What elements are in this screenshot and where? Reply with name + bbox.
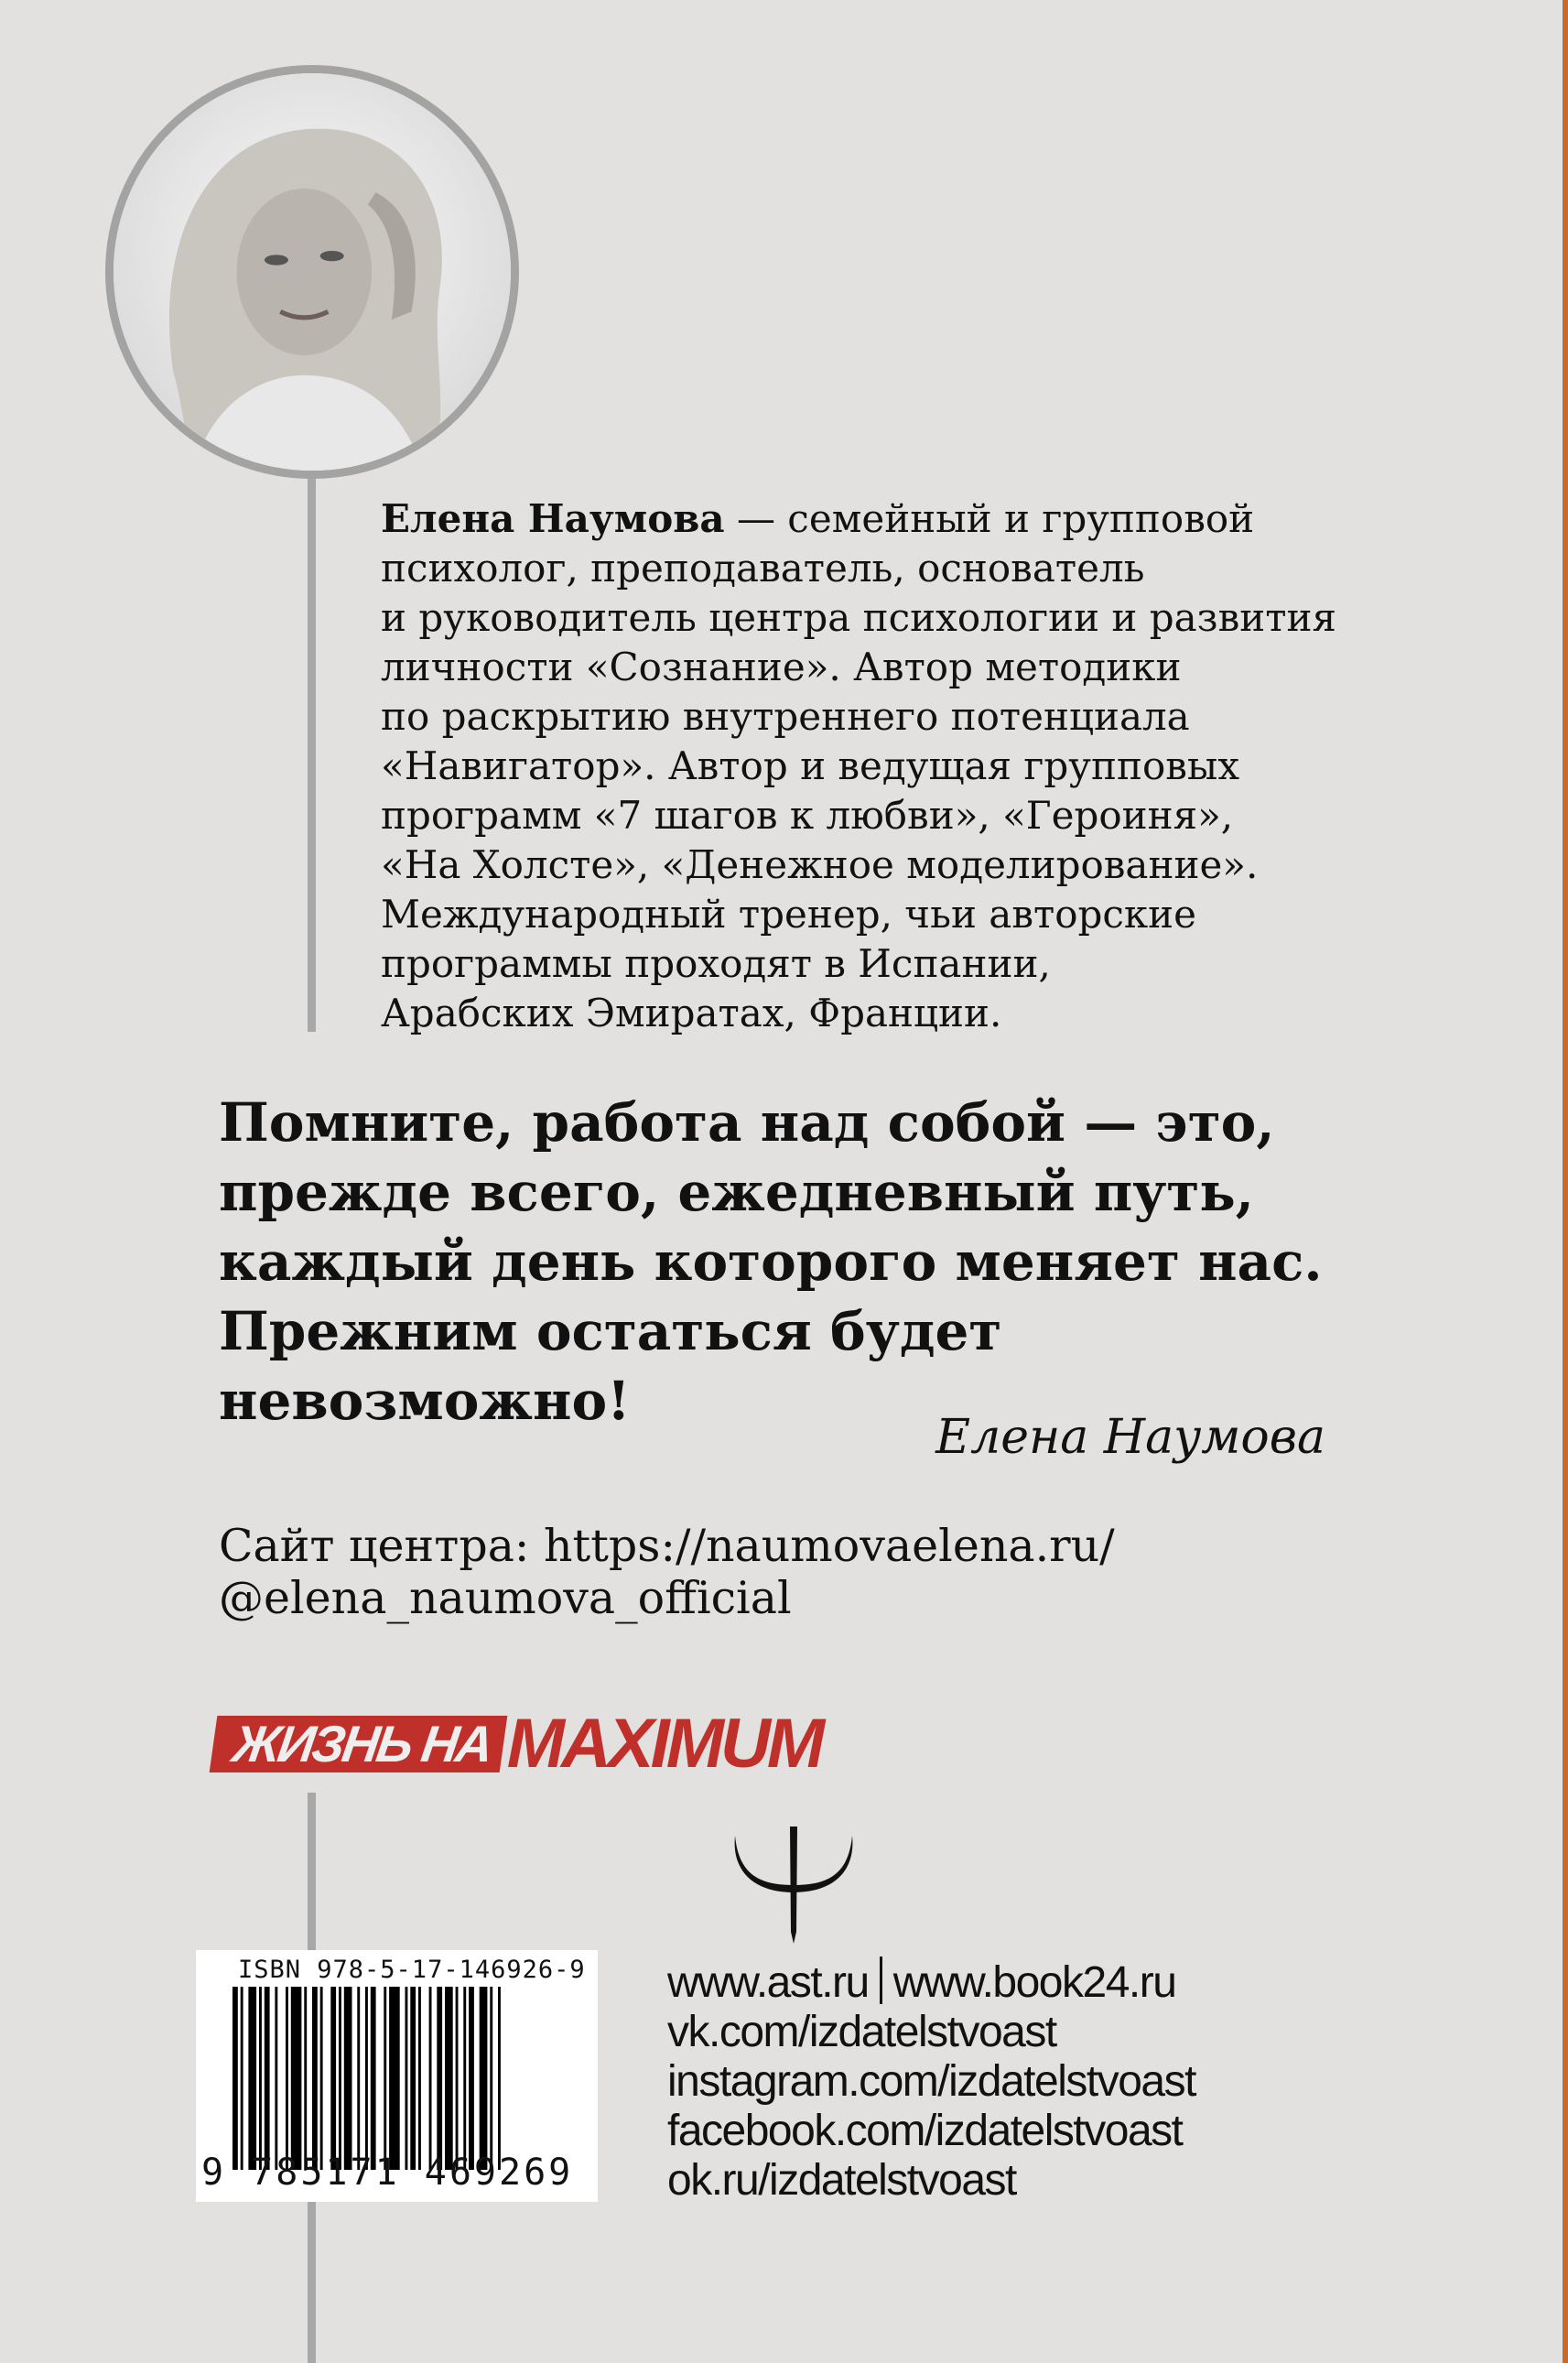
link-facebook[interactable]: facebook.com/izdatelstvoast — [667, 2107, 1183, 2155]
link-book24[interactable]: www.book24.ru — [892, 1958, 1176, 2007]
barcode-bar — [365, 1987, 368, 2170]
barcode-bar — [275, 1987, 277, 2170]
barcode-bar — [410, 1987, 416, 2170]
barcode-bar — [463, 1987, 466, 2170]
barcode-bar — [469, 1987, 474, 2170]
barcode-bar — [498, 1987, 501, 2170]
isbn-text: ISBN 978-5-17-146926-9 — [238, 1956, 586, 1984]
bio-line: личности «Сознание». Автор методики — [381, 645, 1182, 689]
link-instagram[interactable]: instagram.com/izdatelstvoast — [667, 2057, 1195, 2106]
bio-line: «На Холсте», «Денежное моделирование». — [381, 842, 1259, 887]
barcode-bar — [339, 1987, 341, 2170]
barcode-bar — [406, 1987, 408, 2170]
series-logo — [213, 1705, 822, 1783]
quote-signature: Елена Наумова — [935, 1410, 1325, 1465]
bio-line: психолог, преподаватель, основатель — [381, 546, 1145, 591]
barcode-bar — [418, 1987, 421, 2170]
link-vk[interactable]: vk.com/izdatelstvoast — [667, 2008, 1056, 2056]
barcode-bar — [445, 1987, 453, 2170]
barcode-bar — [456, 1987, 459, 2170]
quote-line: каждый день которого меняет нас. — [219, 1230, 1323, 1293]
barcode-bar — [490, 1987, 492, 2170]
barcode-bars — [232, 1987, 571, 2170]
barcode-bar — [232, 1987, 238, 2170]
author-bio — [381, 494, 1336, 1038]
author-site — [219, 1520, 1115, 1624]
bio-line: программ «7 шагов к любви», «Героиня», — [381, 793, 1234, 838]
site-url[interactable]: Сайт центра: https://naumovaelena.ru/ — [219, 1520, 1115, 1572]
isbn-barcode — [196, 1950, 598, 2202]
barcode-bar — [371, 1987, 376, 2170]
bio-line: Международный тренер, чьи авторские — [381, 892, 1197, 937]
quote — [219, 1088, 1323, 1436]
link-ok[interactable]: ok.ru/izdatelstvoast — [667, 2156, 1016, 2205]
bio-line: программы проходят в Испании, — [381, 941, 1051, 986]
barcode-bar — [330, 1987, 336, 2170]
publisher-links — [667, 1957, 1195, 2206]
bio-line: по раскрытию внутреннего потенциала — [381, 694, 1190, 739]
barcode-bar — [384, 1987, 386, 2170]
author-photo — [105, 65, 519, 479]
barcode-bar — [344, 1987, 352, 2170]
quote-line: Помните, работа над собой — это, — [219, 1091, 1275, 1154]
series-logo-part1: ЖИЗНЬ НА — [210, 1716, 507, 1772]
divider — [880, 1957, 882, 2004]
barcode-bar — [304, 1987, 307, 2170]
barcode-bar — [320, 1987, 323, 2170]
spine-edge — [1563, 0, 1568, 2363]
psi-icon — [728, 1817, 860, 1946]
series-logo-part2: MAXIMUM — [506, 1705, 822, 1783]
link-ast[interactable]: www.ast.ru — [667, 1958, 869, 2007]
bio-line: Елена Наумова — семейный и групповой — [381, 496, 1255, 541]
barcode-bar — [291, 1987, 302, 2170]
barcode-bar — [248, 1987, 256, 2170]
quote-line: прежде всего, ежедневный путь, — [219, 1161, 1254, 1223]
barcode-bar — [429, 1987, 432, 2170]
author-name: Елена Наумова — [381, 496, 725, 541]
barcode-bar — [286, 1987, 288, 2170]
bio-line: и руководитель центра психологии и развития — [381, 595, 1336, 640]
quote-line: Прежним остаться будет — [219, 1300, 1002, 1362]
bio-line: «Навигатор». Автор и ведущая групповых — [381, 743, 1240, 788]
barcode-bar — [265, 1987, 270, 2170]
social-handle[interactable]: @elena_naumova_official — [219, 1572, 792, 1624]
barcode-bar — [437, 1987, 442, 2170]
barcode-bar — [389, 1987, 400, 2170]
decorative-line-top — [308, 458, 316, 1032]
barcode-bar — [357, 1987, 360, 2170]
barcode-bar — [480, 1987, 488, 2170]
barcode-bar — [259, 1987, 262, 2170]
bio-line: Арабских Эмиратах, Франции. — [381, 991, 1002, 1035]
quote-line: невозможно! — [219, 1370, 631, 1432]
barcode-bar — [312, 1987, 318, 2170]
ean-digits: 9 785171 469269 — [201, 2152, 574, 2194]
barcode-bar — [241, 1987, 243, 2170]
